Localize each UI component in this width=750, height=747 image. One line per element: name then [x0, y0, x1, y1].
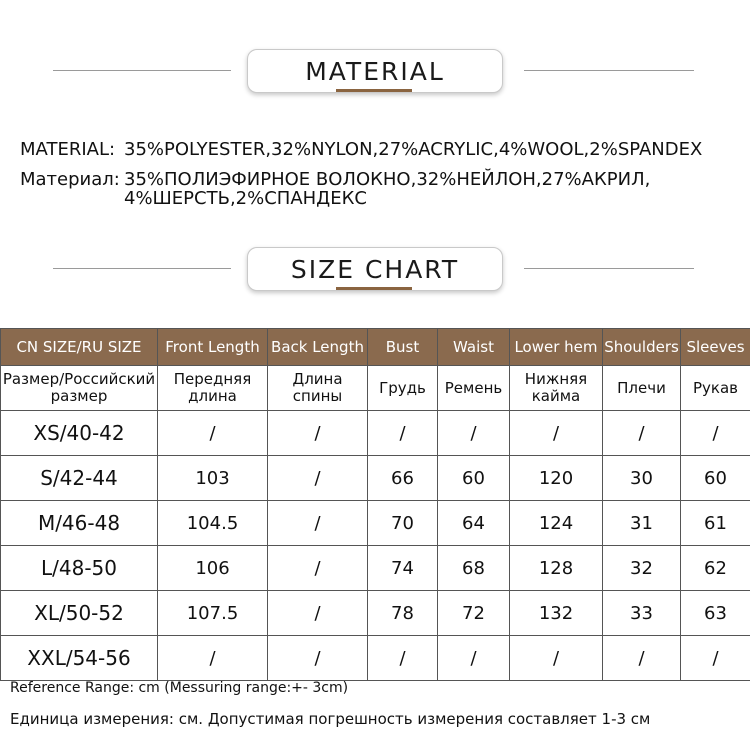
- table-cell: 66: [368, 456, 438, 501]
- header-cell-ru: Длина спины: [268, 366, 368, 411]
- reference-range-note: Reference Range: cm (Messuring range:+- 3cm): [10, 680, 349, 696]
- table-row: [1, 591, 750, 636]
- size-chart-heading-accent: [336, 287, 412, 290]
- table-cell: /: [603, 411, 681, 456]
- size-cell: XXL/54-56: [1, 636, 158, 681]
- size-cell: XL/50-52: [1, 591, 158, 636]
- table-cell: 64: [438, 501, 510, 546]
- size-cell: M/46-48: [1, 501, 158, 546]
- size-chart-heading: [247, 247, 503, 291]
- table-row: [1, 456, 750, 501]
- measurement-unit-note: Единица измерения: см. Допустимая погрешность измерения составляет 1-3 см: [10, 710, 651, 728]
- table-cell: 60: [438, 456, 510, 501]
- table-row: [1, 501, 750, 546]
- material-heading: [247, 49, 503, 93]
- material-ru-label: Материал:: [20, 169, 120, 190]
- table-cell: 32: [603, 546, 681, 591]
- table-cell: 62: [681, 546, 750, 591]
- material-ru-row: [0, 170, 750, 212]
- table-cell: /: [510, 411, 603, 456]
- table-cell: /: [158, 636, 268, 681]
- divider-line-left: [53, 70, 231, 71]
- table-cell: 61: [681, 501, 750, 546]
- material-ru-value-line1: 35%ПОЛИЭФИРНОЕ ВОЛОКНО,32%НЕЙЛОН,27%АКРИЛ,: [124, 169, 651, 190]
- table-cell: 106: [158, 546, 268, 591]
- table-cell: /: [158, 411, 268, 456]
- table-cell: /: [268, 591, 368, 636]
- material-en-value: 35%POLYESTER,32%NYLON,27%ACRYLIC,4%WOOL,2%SPANDEX: [124, 139, 703, 160]
- table-row: [1, 636, 750, 681]
- material-heading-text: MATERIAL: [305, 56, 445, 86]
- header-cell-ru: Ремень: [438, 366, 510, 411]
- divider-line-right: [524, 268, 694, 269]
- table-cell: /: [510, 636, 603, 681]
- table-cell: 60: [681, 456, 750, 501]
- table-cell: /: [368, 636, 438, 681]
- table-cell: 124: [510, 501, 603, 546]
- table-cell: 31: [603, 501, 681, 546]
- size-chart-table: [0, 328, 750, 681]
- header-cell-en: Waist: [438, 329, 510, 366]
- table-cell: 107.5: [158, 591, 268, 636]
- size-cell: XS/40-42: [1, 411, 158, 456]
- header-cell-ru: Рукав: [681, 366, 750, 411]
- table-row: [1, 546, 750, 591]
- size-cell: S/42-44: [1, 456, 158, 501]
- table-cell: /: [268, 546, 368, 591]
- table-header-row-ru: [1, 366, 750, 411]
- header-cell-ru: Плечи: [603, 366, 681, 411]
- table-cell: 72: [438, 591, 510, 636]
- table-cell: 103: [158, 456, 268, 501]
- table-cell: 128: [510, 546, 603, 591]
- material-en-row: [0, 140, 750, 162]
- table-cell: /: [681, 411, 750, 456]
- header-cell-en: CN SIZE/RU SIZE: [1, 329, 158, 366]
- header-cell-en: Front Length: [158, 329, 268, 366]
- header-cell-en: Sleeves: [681, 329, 750, 366]
- header-cell-ru: Размер/Российский размер: [1, 366, 158, 411]
- material-en-label: MATERIAL:: [20, 139, 116, 160]
- size-chart-heading-text: SIZE CHART: [290, 254, 460, 284]
- table-cell: /: [268, 456, 368, 501]
- divider-line-left: [53, 268, 231, 269]
- table-cell: 104.5: [158, 501, 268, 546]
- table-cell: /: [268, 411, 368, 456]
- table-header-row-en: [1, 329, 750, 366]
- table-cell: /: [603, 636, 681, 681]
- table-cell: /: [368, 411, 438, 456]
- table-cell: /: [268, 501, 368, 546]
- header-cell-en: Lower hem: [510, 329, 603, 366]
- material-heading-accent: [336, 89, 412, 92]
- divider-line-right: [524, 70, 694, 71]
- header-cell-ru: Нижняя кайма: [510, 366, 603, 411]
- table-row: [1, 411, 750, 456]
- material-ru-value-line2: 4%ШЕРСТЬ,2%СПАНДЕКС: [124, 188, 367, 209]
- table-cell: 33: [603, 591, 681, 636]
- table-cell: 30: [603, 456, 681, 501]
- table-cell: /: [681, 636, 750, 681]
- table-cell: 132: [510, 591, 603, 636]
- table-cell: 78: [368, 591, 438, 636]
- table-cell: 74: [368, 546, 438, 591]
- table-cell: 120: [510, 456, 603, 501]
- header-cell-en: Bust: [368, 329, 438, 366]
- table-cell: /: [438, 411, 510, 456]
- header-cell-ru: Передняя длина: [158, 366, 268, 411]
- header-cell-ru: Грудь: [368, 366, 438, 411]
- header-cell-en: Shoulders: [603, 329, 681, 366]
- size-cell: L/48-50: [1, 546, 158, 591]
- header-cell-en: Back Length: [268, 329, 368, 366]
- table-cell: 70: [368, 501, 438, 546]
- table-cell: /: [438, 636, 510, 681]
- table-cell: 68: [438, 546, 510, 591]
- table-cell: /: [268, 636, 368, 681]
- table-cell: 63: [681, 591, 750, 636]
